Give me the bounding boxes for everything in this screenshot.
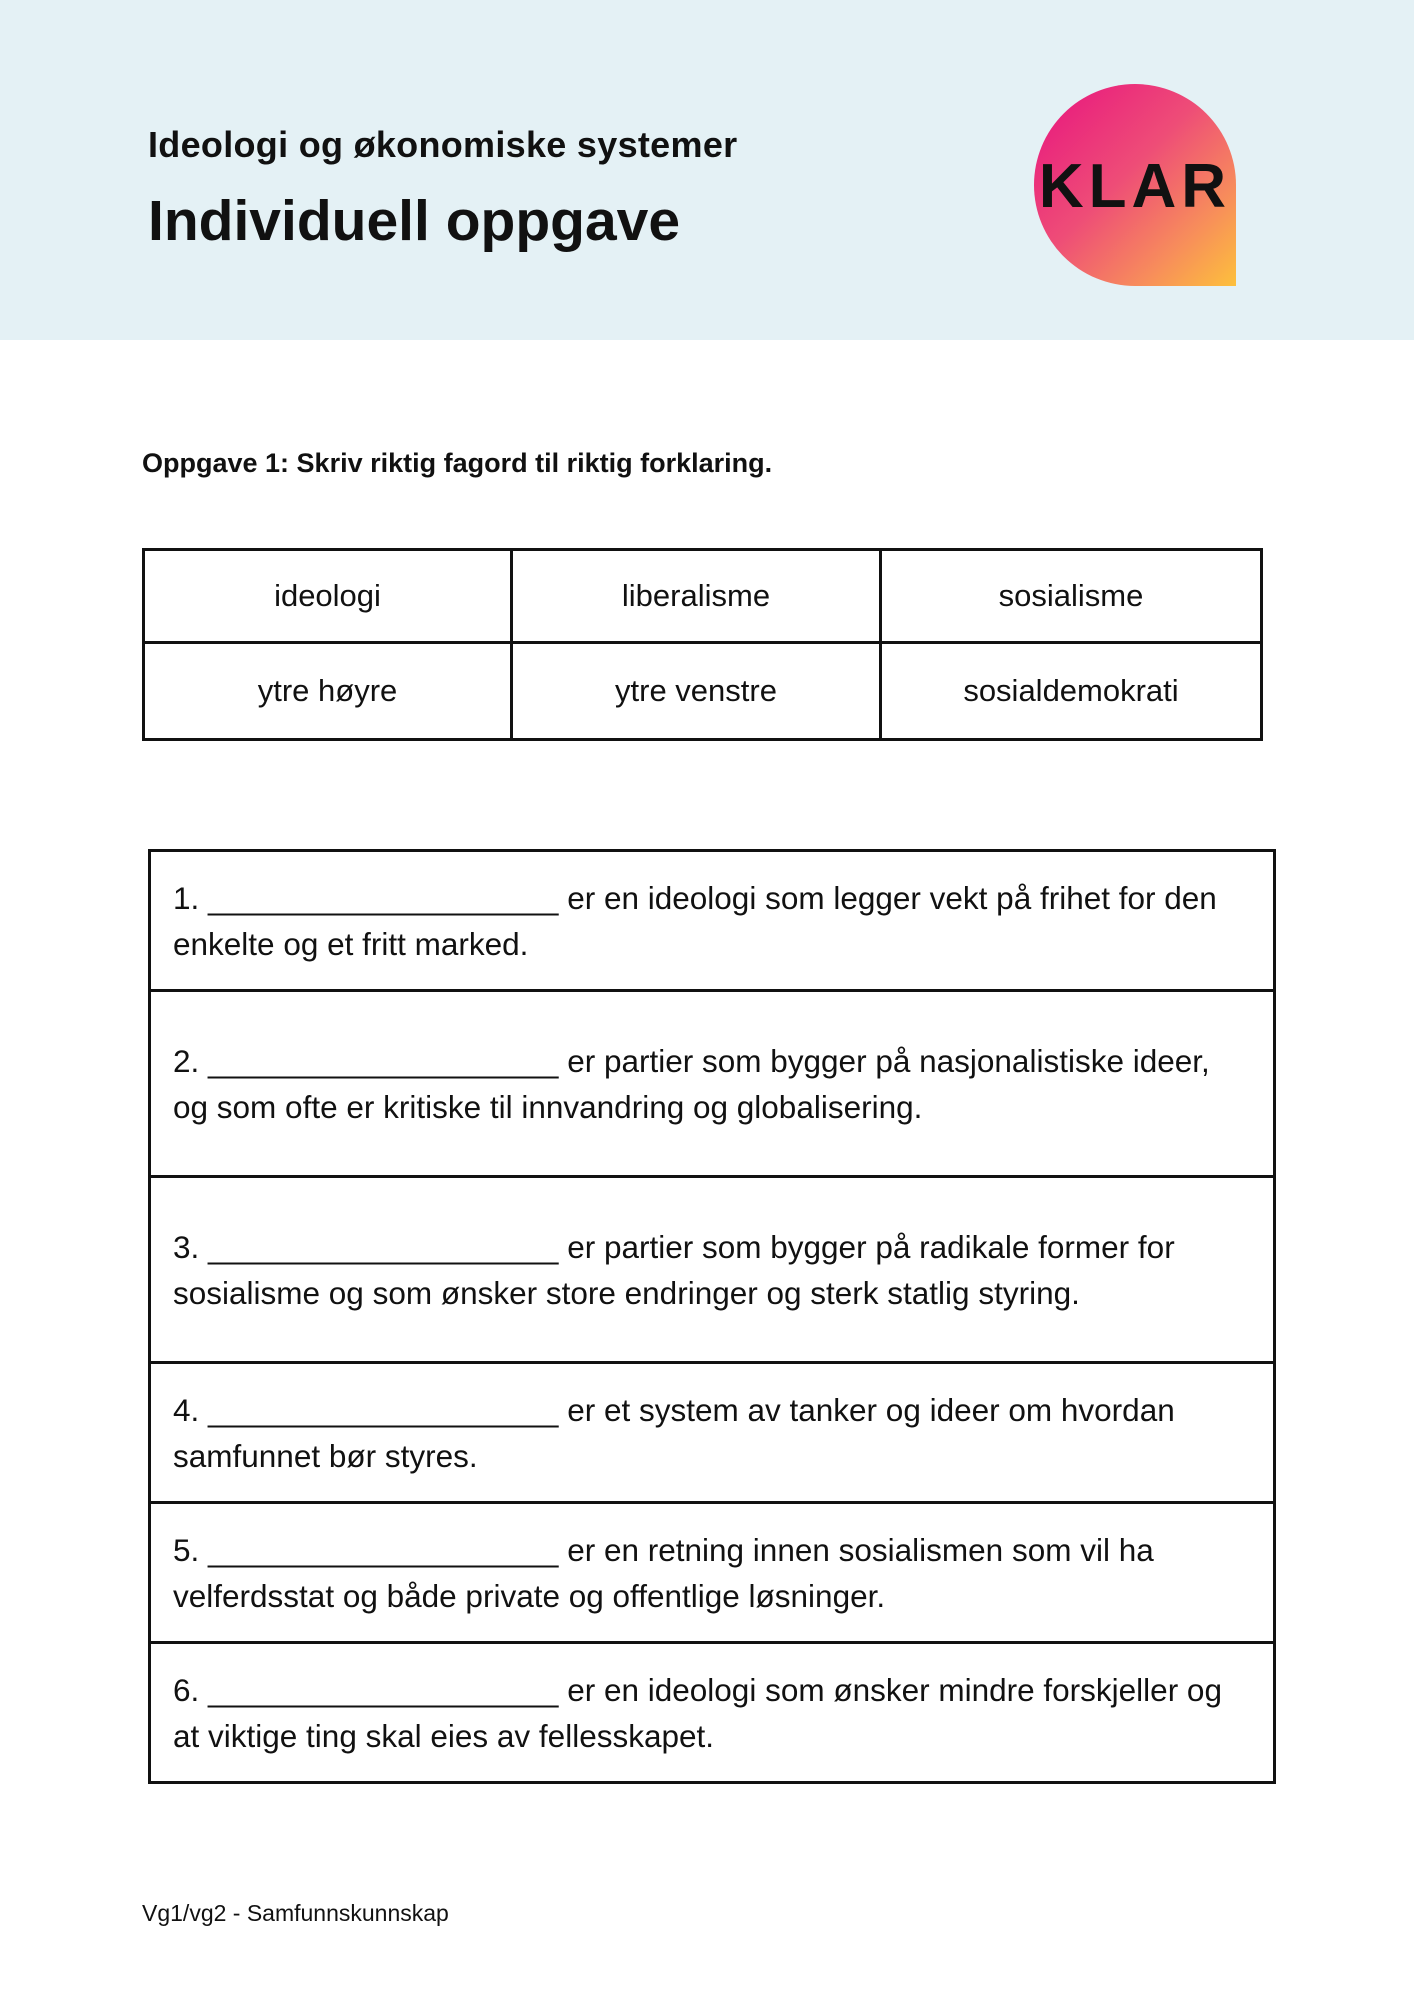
question-number: 6.: [173, 1671, 200, 1708]
question-text: er et system av tanker og ideer om hvordan samfunnet bør styres.: [173, 1391, 1175, 1474]
word-bank-cell: ideologi: [144, 550, 512, 643]
answer-blank[interactable]: ____________________: [208, 1228, 559, 1265]
question-number: 1.: [173, 879, 200, 916]
task-heading: Oppgave 1: Skriv riktig fagord til riktig forklaring.: [142, 448, 773, 478]
footer-course-label: Vg1/vg2 - Samfunnskunnskap: [142, 1900, 449, 1926]
document-title: Individuell oppgave: [148, 189, 681, 253]
questions-table: [148, 849, 1276, 1784]
answer-blank[interactable]: ____________________: [208, 1042, 559, 1079]
question-row-6: [150, 1643, 1275, 1783]
answer-blank[interactable]: ____________________: [208, 1671, 559, 1708]
answer-blank[interactable]: ____________________: [208, 879, 559, 916]
question-row-4: [150, 1363, 1275, 1503]
question-text: er en retning innen sosialismen som vil ha velferdsstat og både private og offentlige løsninger.: [173, 1531, 1154, 1614]
document-subtitle: Ideologi og økonomiske systemer: [148, 124, 738, 165]
word-bank-cell: liberalisme: [512, 550, 881, 643]
word-bank-cell: ytre høyre: [144, 643, 512, 740]
klar-logo: [1034, 84, 1236, 286]
header-banner: [0, 0, 1414, 340]
question-number: 2.: [173, 1042, 200, 1079]
question-row-3: [150, 1177, 1275, 1363]
question-text: er en ideologi som legger vekt på frihet for den enkelte og et fritt marked.: [173, 879, 1217, 962]
answer-blank[interactable]: ____________________: [208, 1391, 559, 1428]
logo-text: KLAR: [1038, 151, 1232, 221]
word-bank-table: [142, 548, 1263, 741]
question-text: er partier som bygger på radikale former for sosialisme og som ønsker store endringer og sterk statlig styring.: [173, 1228, 1175, 1311]
question-text: er partier som bygger på nasjonalistiske ideer, og som ofte er kritiske til innvandring og globalisering.: [173, 1042, 1210, 1125]
question-text: er en ideologi som ønsker mindre forskjeller og at viktige ting skal eies av fellesskapet.: [173, 1671, 1222, 1754]
question-row-1: [150, 851, 1275, 991]
question-row-2: [150, 991, 1275, 1177]
word-bank-cell: sosialdemokrati: [881, 643, 1262, 740]
answer-blank[interactable]: ____________________: [208, 1531, 559, 1568]
question-number: 3.: [173, 1228, 200, 1265]
question-number: 5.: [173, 1531, 200, 1568]
question-number: 4.: [173, 1391, 200, 1428]
question-row-5: [150, 1503, 1275, 1643]
word-bank-cell: sosialisme: [881, 550, 1262, 643]
word-bank-cell: ytre venstre: [512, 643, 881, 740]
